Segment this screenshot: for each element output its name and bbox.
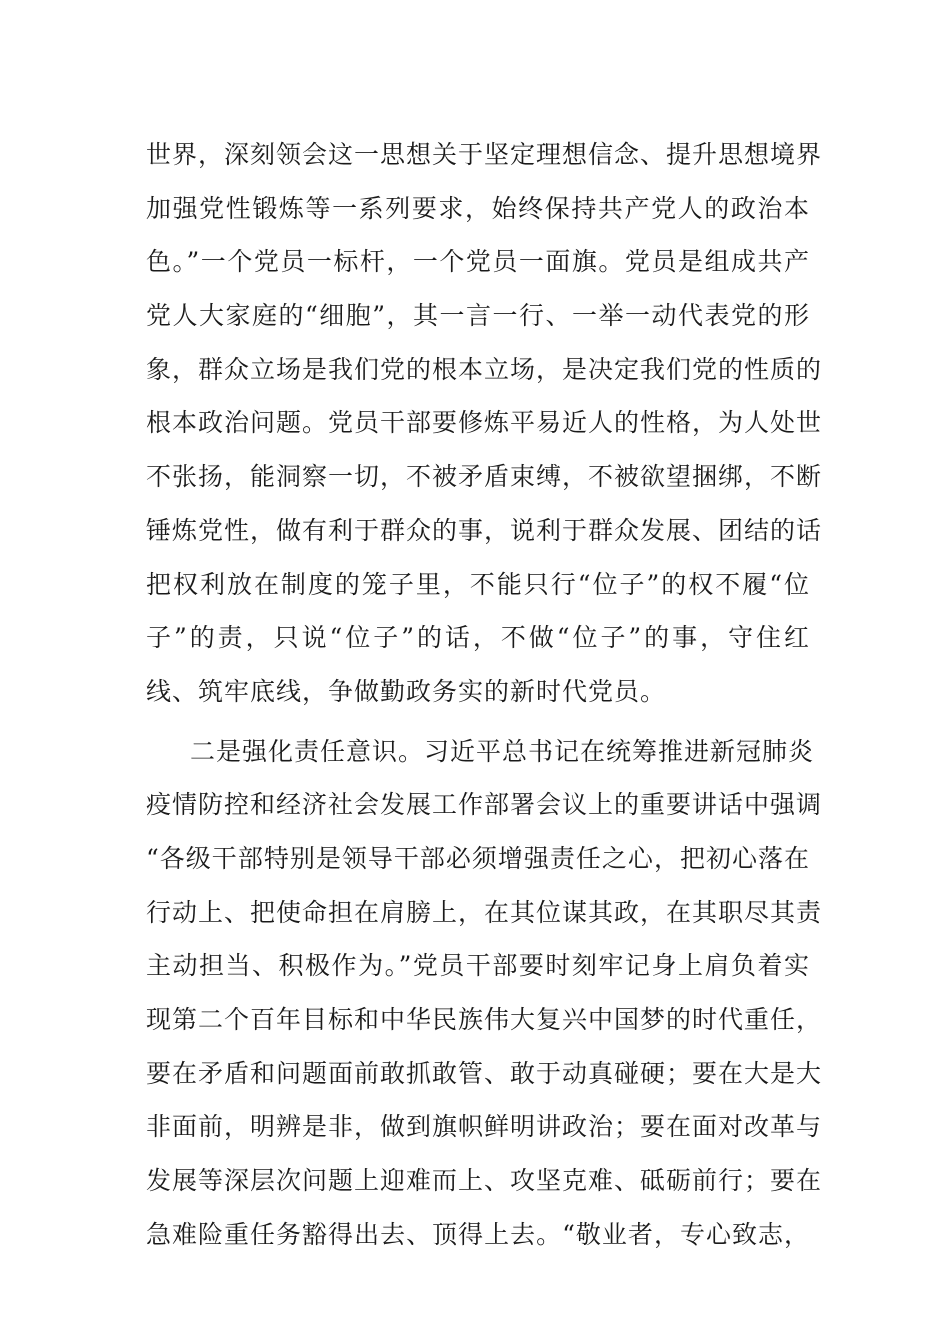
text-line: 党人大家庭的“细胞”，其一言一行、一举一动代表党的形 <box>146 301 810 331</box>
paragraph-2 <box>146 725 823 1262</box>
text-line: 行动上、把使命担在肩膀上，在其位谋其政，在其职尽其责 <box>146 897 823 927</box>
text-line: 疫情防控和经济社会发展工作部署会议上的重要讲话中强调 <box>146 790 823 820</box>
text-line: 锤炼党性，做有利于群众的事，说利于群众发展、团结的话 <box>146 515 823 545</box>
text-line: 非面前，明辨是非，做到旗帜鲜明讲政治；要在面对改革与 <box>146 1112 823 1142</box>
text-line: 现第二个百年目标和中华民族伟大复兴中国梦的时代重任， <box>146 1005 823 1034</box>
text-line: 根本政治问题。党员干部要修炼平易近人的性格，为人处世 <box>146 408 823 438</box>
text-line: 线、筑牢底线，争做勤政务实的新时代党员。 <box>146 676 667 706</box>
text-line: 子”的责，只说“位子”的话，不做“位子”的事，守住红 <box>146 623 810 653</box>
text-line: 不张扬，能洞察一切，不被矛盾束缚，不被欲望捆绑，不断 <box>146 462 823 492</box>
text-line: 象，群众立场是我们党的根本立场，是决定我们党的性质的 <box>146 354 823 384</box>
text-line: 急难险重任务豁得出去、顶得上去。“敬业者，专心致志， <box>146 1219 810 1249</box>
text-line: 加强党性锻炼等一系列要求，始终保持共产党人的政治本 <box>146 193 810 223</box>
text-line: “各级干部特别是领导干部必须增强责任之心，把初心落在 <box>146 843 810 873</box>
text-line: 把权利放在制度的笼子里，不能只行“位子”的权不履“位 <box>146 569 810 599</box>
text-line: 发展等深层次问题上迎难而上、攻坚克难、砥砺前行；要在 <box>146 1166 823 1196</box>
document-body <box>146 128 823 1261</box>
text-line: 色。”一个党员一标杆，一个党员一面旗。党员是组成共产 <box>146 247 810 277</box>
text-line: 主动担当、积极作为。”党员干部要时刻牢记身上肩负着实 <box>146 951 810 981</box>
text-line: 二是强化责任意识。习近平总书记在统筹推进新冠肺炎 <box>190 736 815 766</box>
text-line: 世界，深刻领会这一思想关于坚定理想信念、提升思想境界 <box>146 140 823 169</box>
text-line: 要在矛盾和问题面前敢抓敢管、敢于动真碰硬；要在大是大 <box>146 1058 823 1088</box>
paragraph-1 <box>146 128 823 719</box>
